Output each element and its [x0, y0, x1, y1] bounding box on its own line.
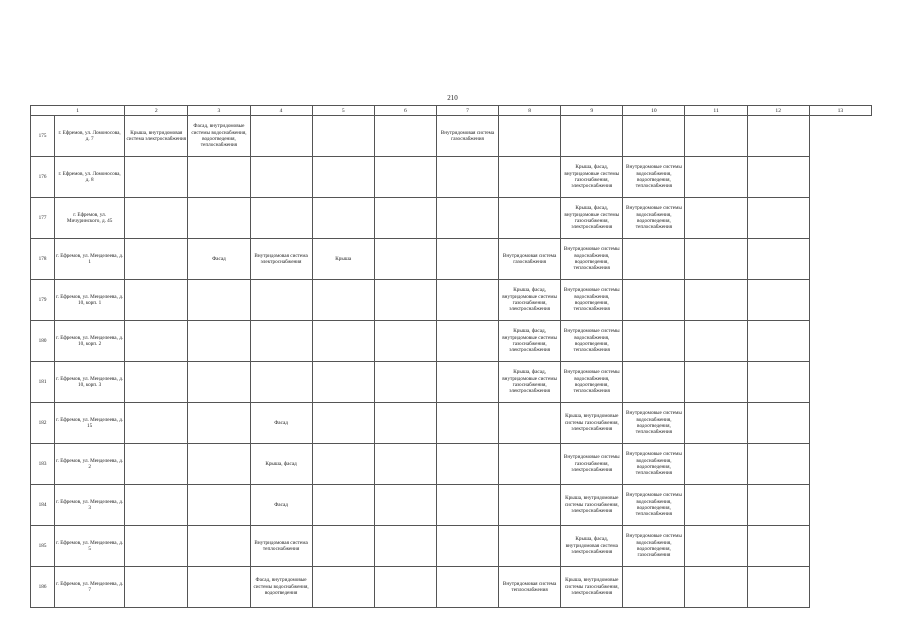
work-cell: [312, 157, 374, 198]
work-cell: [125, 526, 188, 567]
row-number-cell: 186: [31, 567, 55, 608]
row-number-cell: 184: [31, 485, 55, 526]
work-cell: Внутридомовая система теплоснабжения: [499, 567, 561, 608]
address-cell: г. Ефремов, ул. Мичуринского, д. 45: [55, 198, 125, 239]
work-cell: [312, 444, 374, 485]
work-cell: [623, 239, 685, 280]
table-row: [31, 321, 872, 362]
work-cell: [685, 198, 747, 239]
work-cell: Внутридомовые системы водоснабжения, водоотведения, теплоснабжения: [623, 485, 685, 526]
work-cell: [312, 403, 374, 444]
work-cell: [747, 321, 809, 362]
work-cell: [436, 157, 498, 198]
work-cell: [499, 444, 561, 485]
work-cell: [188, 485, 250, 526]
work-cell: [188, 526, 250, 567]
work-cell: [312, 116, 374, 157]
work-cell: Внутридомовые системы водоснабжения, водоотведения, теплоснабжения: [623, 403, 685, 444]
address-cell: г. Ефремов, ул. Менделеева, д. 2: [55, 444, 125, 485]
address-cell: г. Ефремов, ул. Менделеева, д. 3: [55, 485, 125, 526]
address-cell: г. Ефремов, ул. Менделеева, д. 10, корп. 1: [55, 280, 125, 321]
column-number: 6: [374, 106, 436, 116]
row-number-cell: 175: [31, 116, 55, 157]
column-number: 3: [188, 106, 250, 116]
work-cell: [499, 403, 561, 444]
address-cell: г. Ефремов, ул. Менделеева, д. 5: [55, 526, 125, 567]
row-number-cell: 179: [31, 280, 55, 321]
work-cell: Крыша, фасад, внутридомовые системы газоснабжения, электроснабжения: [499, 280, 561, 321]
work-cell: Крыша, фасад, внутридомовые системы газоснабжения, электроснабжения: [561, 198, 623, 239]
work-cell: Внутридомовые системы водоснабжения, водоотведения, теплоснабжения: [623, 198, 685, 239]
table-row: [31, 157, 872, 198]
work-cell: [436, 239, 498, 280]
work-cell: [125, 157, 188, 198]
work-cell: [436, 526, 498, 567]
work-cell: [250, 362, 312, 403]
row-number-cell: 178: [31, 239, 55, 280]
work-cell: Внутридомовые системы газоснабжения, электроснабжения: [561, 444, 623, 485]
work-cell: Внутридомовые системы водоснабжения, водоотведения, теплоснабжения: [561, 280, 623, 321]
work-cell: [250, 116, 312, 157]
column-number-row: [31, 106, 872, 116]
work-cell: Внутридомовые системы водоснабжения, водоотведения, теплоснабжения: [561, 321, 623, 362]
work-cell: [747, 403, 809, 444]
table-row: [31, 239, 872, 280]
work-cell: [685, 321, 747, 362]
work-cell: [685, 239, 747, 280]
work-cell: Крыша, внутридомовая система электроснабжения: [125, 116, 188, 157]
work-cell: [561, 116, 623, 157]
work-cell: [188, 362, 250, 403]
work-cell: Внутридомовая система электроснабжения: [250, 239, 312, 280]
work-cell: [747, 239, 809, 280]
capital-repair-schedule-table: [30, 105, 872, 608]
work-cell: [623, 116, 685, 157]
work-cell: [125, 362, 188, 403]
work-cell: Внутридомовые системы водоснабжения, водоотведения, газоснабжения: [623, 526, 685, 567]
work-cell: [188, 567, 250, 608]
work-cell: [250, 321, 312, 362]
work-cell: [747, 485, 809, 526]
work-cell: [374, 321, 436, 362]
work-cell: [374, 239, 436, 280]
work-cell: [685, 485, 747, 526]
work-cell: [623, 280, 685, 321]
column-number: 4: [250, 106, 312, 116]
work-cell: [436, 198, 498, 239]
work-cell: [623, 321, 685, 362]
address-cell: г. Ефремов, ул. Менделеева, д. 10, корп. 2: [55, 321, 125, 362]
work-cell: [499, 116, 561, 157]
work-cell: Крыша, фасад, внутридомовая система электроснабжения: [561, 526, 623, 567]
work-cell: Крыша, фасад, внутридомовые системы газоснабжения, электроснабжения: [499, 362, 561, 403]
work-cell: [685, 116, 747, 157]
work-cell: [685, 526, 747, 567]
table-row: [31, 444, 872, 485]
work-cell: [436, 280, 498, 321]
work-cell: [312, 567, 374, 608]
work-cell: [747, 526, 809, 567]
work-cell: [374, 485, 436, 526]
work-cell: [125, 485, 188, 526]
row-number-cell: 183: [31, 444, 55, 485]
address-cell: г. Ефремов, ул. Менделеева, д. 10, корп. 3: [55, 362, 125, 403]
work-cell: Внутридомовые системы водоснабжения, водоотведения, теплоснабжения: [623, 444, 685, 485]
work-cell: [685, 157, 747, 198]
work-cell: [436, 567, 498, 608]
table-row: [31, 280, 872, 321]
work-cell: [374, 567, 436, 608]
table-row: [31, 526, 872, 567]
work-cell: Внутридомовые системы водоснабжения, водоотведения, теплоснабжения: [561, 239, 623, 280]
work-cell: [188, 157, 250, 198]
table-row: [31, 403, 872, 444]
address-cell: г. Ефремов, ул. Менделеева, д. 7: [55, 567, 125, 608]
work-cell: [685, 444, 747, 485]
work-cell: [250, 157, 312, 198]
work-cell: [125, 280, 188, 321]
column-number: 12: [747, 106, 809, 116]
work-cell: Крыша: [312, 239, 374, 280]
work-cell: Фасад: [250, 485, 312, 526]
work-cell: Фасад, внутридомовые системы водоснабжения, водоотведения, теплоснабжения: [188, 116, 250, 157]
work-cell: [623, 567, 685, 608]
work-cell: [125, 321, 188, 362]
work-cell: [499, 485, 561, 526]
work-cell: [374, 280, 436, 321]
work-cell: [436, 321, 498, 362]
table-row: [31, 198, 872, 239]
work-cell: [188, 280, 250, 321]
column-number: 8: [499, 106, 561, 116]
work-cell: [312, 485, 374, 526]
work-cell: [312, 280, 374, 321]
row-number-cell: 181: [31, 362, 55, 403]
work-cell: [312, 362, 374, 403]
work-cell: [499, 198, 561, 239]
column-number: 5: [312, 106, 374, 116]
work-cell: [685, 280, 747, 321]
work-cell: [188, 321, 250, 362]
work-cell: [250, 198, 312, 239]
work-cell: [374, 444, 436, 485]
work-cell: [125, 198, 188, 239]
column-number: 2: [125, 106, 188, 116]
table-row: [31, 362, 872, 403]
work-cell: [685, 567, 747, 608]
work-cell: [436, 485, 498, 526]
column-number: 10: [623, 106, 685, 116]
page-number: 210: [447, 94, 458, 102]
work-cell: Фасад: [188, 239, 250, 280]
work-cell: Внутридомовая система газоснабжения: [436, 116, 498, 157]
row-number-cell: 182: [31, 403, 55, 444]
table-row: [31, 116, 872, 157]
address-cell: г. Ефремов, ул. Менделеева, д. 1: [55, 239, 125, 280]
table-row: [31, 485, 872, 526]
work-cell: Внутридомовая система газоснабжения: [499, 239, 561, 280]
row-number-cell: 185: [31, 526, 55, 567]
work-cell: Фасад: [250, 403, 312, 444]
work-cell: [374, 116, 436, 157]
work-cell: Крыша, внутридомовые системы газоснабжения, электроснабжения: [561, 485, 623, 526]
work-cell: [374, 157, 436, 198]
work-cell: [374, 526, 436, 567]
table-row: [31, 567, 872, 608]
work-cell: [436, 362, 498, 403]
row-number-cell: 180: [31, 321, 55, 362]
work-cell: Фасад, внутридомовые системы водоснабжения, водоотведения: [250, 567, 312, 608]
work-cell: [188, 198, 250, 239]
address-cell: г. Ефремов, ул. Ломоносова, д. 7: [55, 116, 125, 157]
address-cell: г. Ефремов, ул. Менделеева, д. 15: [55, 403, 125, 444]
work-cell: [747, 198, 809, 239]
work-cell: Внутридомовые системы водоснабжения, водоотведения, теплоснабжения: [561, 362, 623, 403]
work-cell: [685, 403, 747, 444]
column-number: 9: [561, 106, 623, 116]
work-cell: [499, 157, 561, 198]
work-cell: [188, 403, 250, 444]
work-cell: [747, 280, 809, 321]
work-cell: Крыша, фасад, внутридомовые системы газоснабжения, электроснабжения: [561, 157, 623, 198]
address-cell: г. Ефремов, ул. Ломоносова, д. 8: [55, 157, 125, 198]
work-cell: [250, 280, 312, 321]
column-number: 7: [436, 106, 498, 116]
work-cell: [747, 157, 809, 198]
column-number: 11: [685, 106, 747, 116]
work-cell: [312, 526, 374, 567]
work-cell: [125, 567, 188, 608]
work-cell: [374, 362, 436, 403]
row-number-cell: 177: [31, 198, 55, 239]
work-cell: [685, 362, 747, 403]
work-cell: [125, 403, 188, 444]
work-cell: Внутридомовые системы водоснабжения, водоотведения, теплоснабжения: [623, 157, 685, 198]
column-number: 13: [809, 106, 871, 116]
work-cell: Внутридомовая система теплоснабжения: [250, 526, 312, 567]
work-cell: [374, 403, 436, 444]
work-cell: [125, 444, 188, 485]
work-cell: [499, 526, 561, 567]
work-cell: [125, 239, 188, 280]
work-cell: [623, 362, 685, 403]
work-cell: [436, 403, 498, 444]
work-cell: [747, 444, 809, 485]
work-cell: [312, 321, 374, 362]
work-cell: [374, 198, 436, 239]
work-cell: Крыша, внутридомовые системы газоснабжения, электроснабжения: [561, 403, 623, 444]
work-cell: [747, 362, 809, 403]
work-cell: Крыша, внутридомовые системы газоснабжения, электроснабжения: [561, 567, 623, 608]
row-number-cell: 176: [31, 157, 55, 198]
work-cell: [188, 444, 250, 485]
column-number: 1: [31, 106, 125, 116]
work-cell: [312, 198, 374, 239]
work-cell: Крыша, фасад: [250, 444, 312, 485]
work-cell: [436, 444, 498, 485]
work-cell: [747, 116, 809, 157]
work-cell: [747, 567, 809, 608]
work-cell: Крыша, фасад, внутридомовые системы газоснабжения, электроснабжения: [499, 321, 561, 362]
